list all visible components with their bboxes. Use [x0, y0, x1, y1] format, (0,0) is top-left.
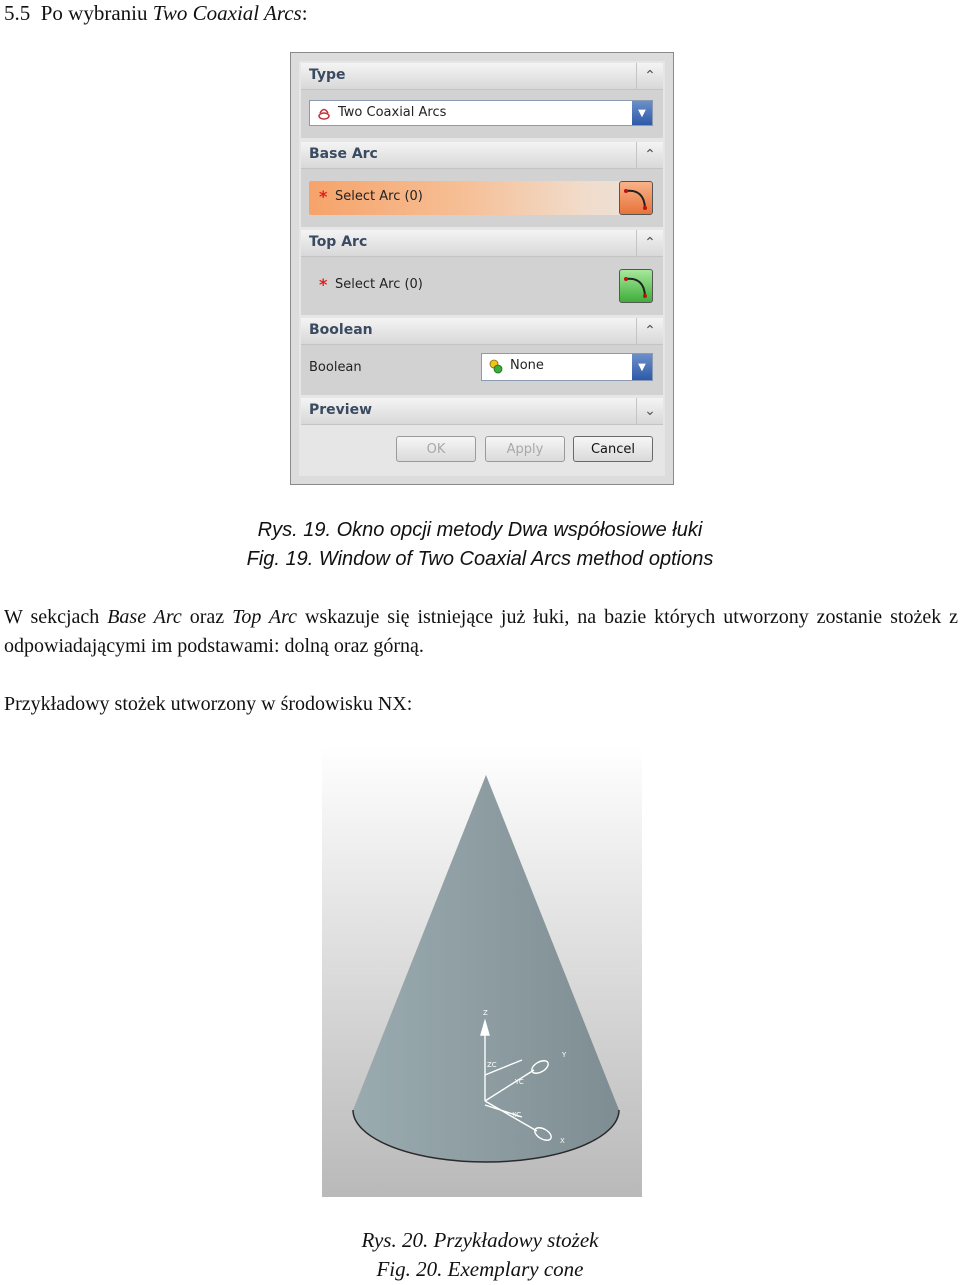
- body-paragraph-1: [4, 603, 958, 661]
- axis-z-label: Z: [483, 1009, 488, 1017]
- cone-drawing: [322, 745, 642, 1197]
- figure-20-caption-en: Fig. 20. Exemplary cone: [376, 1257, 584, 1281]
- boolean-dropdown[interactable]: [481, 353, 653, 381]
- chevron-down-icon[interactable]: ▼: [632, 354, 652, 380]
- axis-zc-label: ZC: [487, 1061, 497, 1069]
- two-coaxial-arcs-icon: [316, 105, 332, 121]
- type-section-title: Type: [309, 67, 346, 83]
- collapse-icon[interactable]: ⌃: [636, 142, 663, 168]
- dialog-button-bar: [299, 436, 665, 462]
- figure-19-caption-pl: Rys. 19. Okno opcji metody Dwa współosiowe łuki: [257, 519, 703, 541]
- expand-icon[interactable]: ⌄: [636, 398, 663, 424]
- type-section-body: [301, 90, 663, 138]
- axis-x-label: X: [560, 1137, 565, 1145]
- figure-19-caption-en: Fig. 19. Window of Two Coaxial Arcs method options: [246, 548, 714, 570]
- preview-section-title: Preview: [309, 402, 373, 418]
- base-arc-select-label: Select Arc (0): [335, 189, 423, 204]
- cancel-button[interactable]: Cancel: [573, 436, 653, 462]
- collapse-icon[interactable]: ⌃: [636, 230, 663, 256]
- top-arc-section-body: [301, 257, 663, 315]
- base-arc-section-header[interactable]: [301, 142, 663, 169]
- para-italic-base-arc: Base Arc: [107, 606, 182, 628]
- top-arc-selector[interactable]: [309, 269, 653, 303]
- type-section-header[interactable]: [301, 63, 663, 90]
- required-icon: *: [319, 187, 328, 206]
- preview-section-header[interactable]: [301, 398, 663, 425]
- para-italic-top-arc: Top Arc: [232, 606, 298, 628]
- collapse-icon[interactable]: ⌃: [636, 318, 663, 344]
- base-arc-section-title: Base Arc: [309, 146, 378, 162]
- base-arc-section-body: [301, 169, 663, 227]
- collapse-icon[interactable]: ⌃: [636, 63, 663, 89]
- boolean-selected-value: None: [510, 358, 544, 373]
- two-coaxial-arcs-dialog: [290, 52, 674, 485]
- boolean-section-title: Boolean: [309, 322, 373, 338]
- boolean-section-header[interactable]: [301, 318, 663, 345]
- select-arc-button[interactable]: [619, 269, 653, 303]
- boolean-none-icon: [488, 358, 504, 374]
- top-arc-section-header[interactable]: [301, 230, 663, 257]
- top-arc-section-title: Top Arc: [309, 234, 368, 250]
- para-text: W sekcjach: [4, 606, 108, 628]
- apply-button[interactable]: Apply: [485, 436, 565, 462]
- cone-figure: [322, 745, 642, 1197]
- heading-suffix: :: [301, 1, 308, 25]
- body-paragraph-2: Przykładowy stożek utworzony w środowisku NX:: [4, 693, 413, 715]
- axis-yc-label: YC: [515, 1078, 524, 1086]
- heading-italic: Two Coaxial Arcs: [152, 1, 302, 25]
- top-arc-select-label: Select Arc (0): [335, 277, 423, 292]
- dialog-body: [299, 61, 665, 476]
- select-arc-button[interactable]: [619, 181, 653, 215]
- cone-surface: [353, 775, 619, 1162]
- required-icon: *: [319, 275, 328, 294]
- base-arc-selector[interactable]: [309, 181, 653, 215]
- type-dropdown[interactable]: [309, 100, 653, 126]
- axis-y-label: Y: [562, 1051, 567, 1059]
- chevron-down-icon[interactable]: ▼: [632, 101, 652, 125]
- para-text: wskazuje się istniejące już łuki, na bazie których utworzony zostanie stożek z odpowiadającymi im podstawami: dolną oraz górną.: [4, 606, 958, 657]
- type-selected-value: Two Coaxial Arcs: [338, 105, 447, 120]
- para-text: oraz: [181, 606, 233, 628]
- boolean-section-body: [301, 345, 663, 395]
- section-number: 5.5: [4, 1, 31, 25]
- heading-prefix: Po wybraniu: [40, 1, 148, 25]
- axis-xc-label: XC: [512, 1111, 522, 1119]
- figure-20-caption-pl: Rys. 20. Przykładowy stożek: [361, 1228, 599, 1252]
- arc-icon: [620, 182, 652, 214]
- boolean-field-label: Boolean: [309, 360, 362, 375]
- ok-button[interactable]: OK: [396, 436, 476, 462]
- section-heading: [4, 0, 308, 26]
- arc-icon: [620, 270, 652, 302]
